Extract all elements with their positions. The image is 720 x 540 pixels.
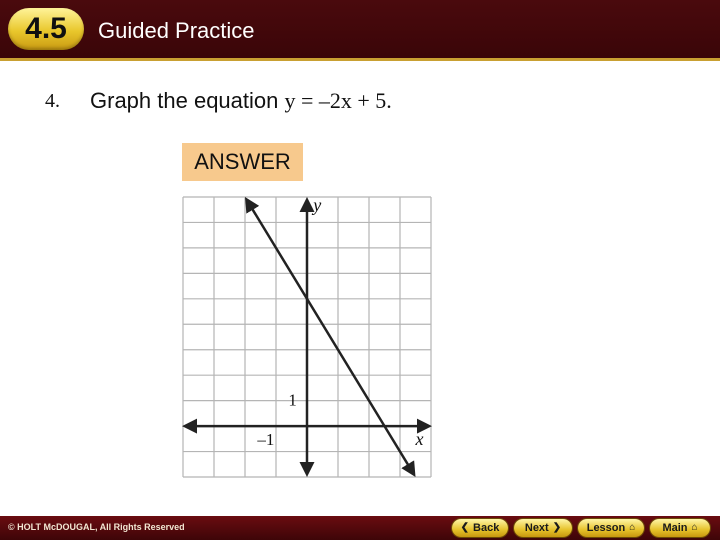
lesson-button[interactable]: [578, 519, 644, 537]
header-bar: [0, 0, 720, 58]
back-button[interactable]: [452, 519, 508, 537]
header-divider: [0, 58, 720, 61]
answer-box: ANSWER: [182, 143, 303, 181]
next-label: Next: [524, 522, 549, 534]
footer-bar: [0, 516, 720, 540]
page-title: Guided Practice: [98, 18, 255, 43]
copyright-text: © HOLT McDOUGAL, All Rights Reserved: [8, 522, 185, 532]
coordinate-graph: [182, 196, 432, 478]
chevron-right-icon: ❯: [552, 522, 562, 533]
problem-text: [90, 88, 392, 114]
main-label: Main: [662, 522, 688, 534]
y-axis-label: y: [313, 196, 322, 215]
lesson-label: Lesson: [586, 522, 626, 534]
x-tick-label: –1: [257, 430, 275, 450]
chevron-left-icon: ❮: [460, 522, 470, 533]
back-label: Back: [473, 522, 500, 534]
problem-number: 4.: [45, 90, 60, 112]
next-button[interactable]: [514, 519, 572, 537]
problem-equation: y = –2x + 5.: [284, 88, 392, 113]
x-axis-label: x: [415, 429, 424, 450]
main-button[interactable]: [650, 519, 710, 537]
home-icon: ⌂: [629, 522, 636, 533]
section-badge: 4.5: [8, 8, 84, 50]
home-icon: ⌂: [691, 522, 698, 533]
problem-prompt: Graph the equation: [90, 88, 285, 113]
y-tick-label: 1: [288, 390, 297, 410]
